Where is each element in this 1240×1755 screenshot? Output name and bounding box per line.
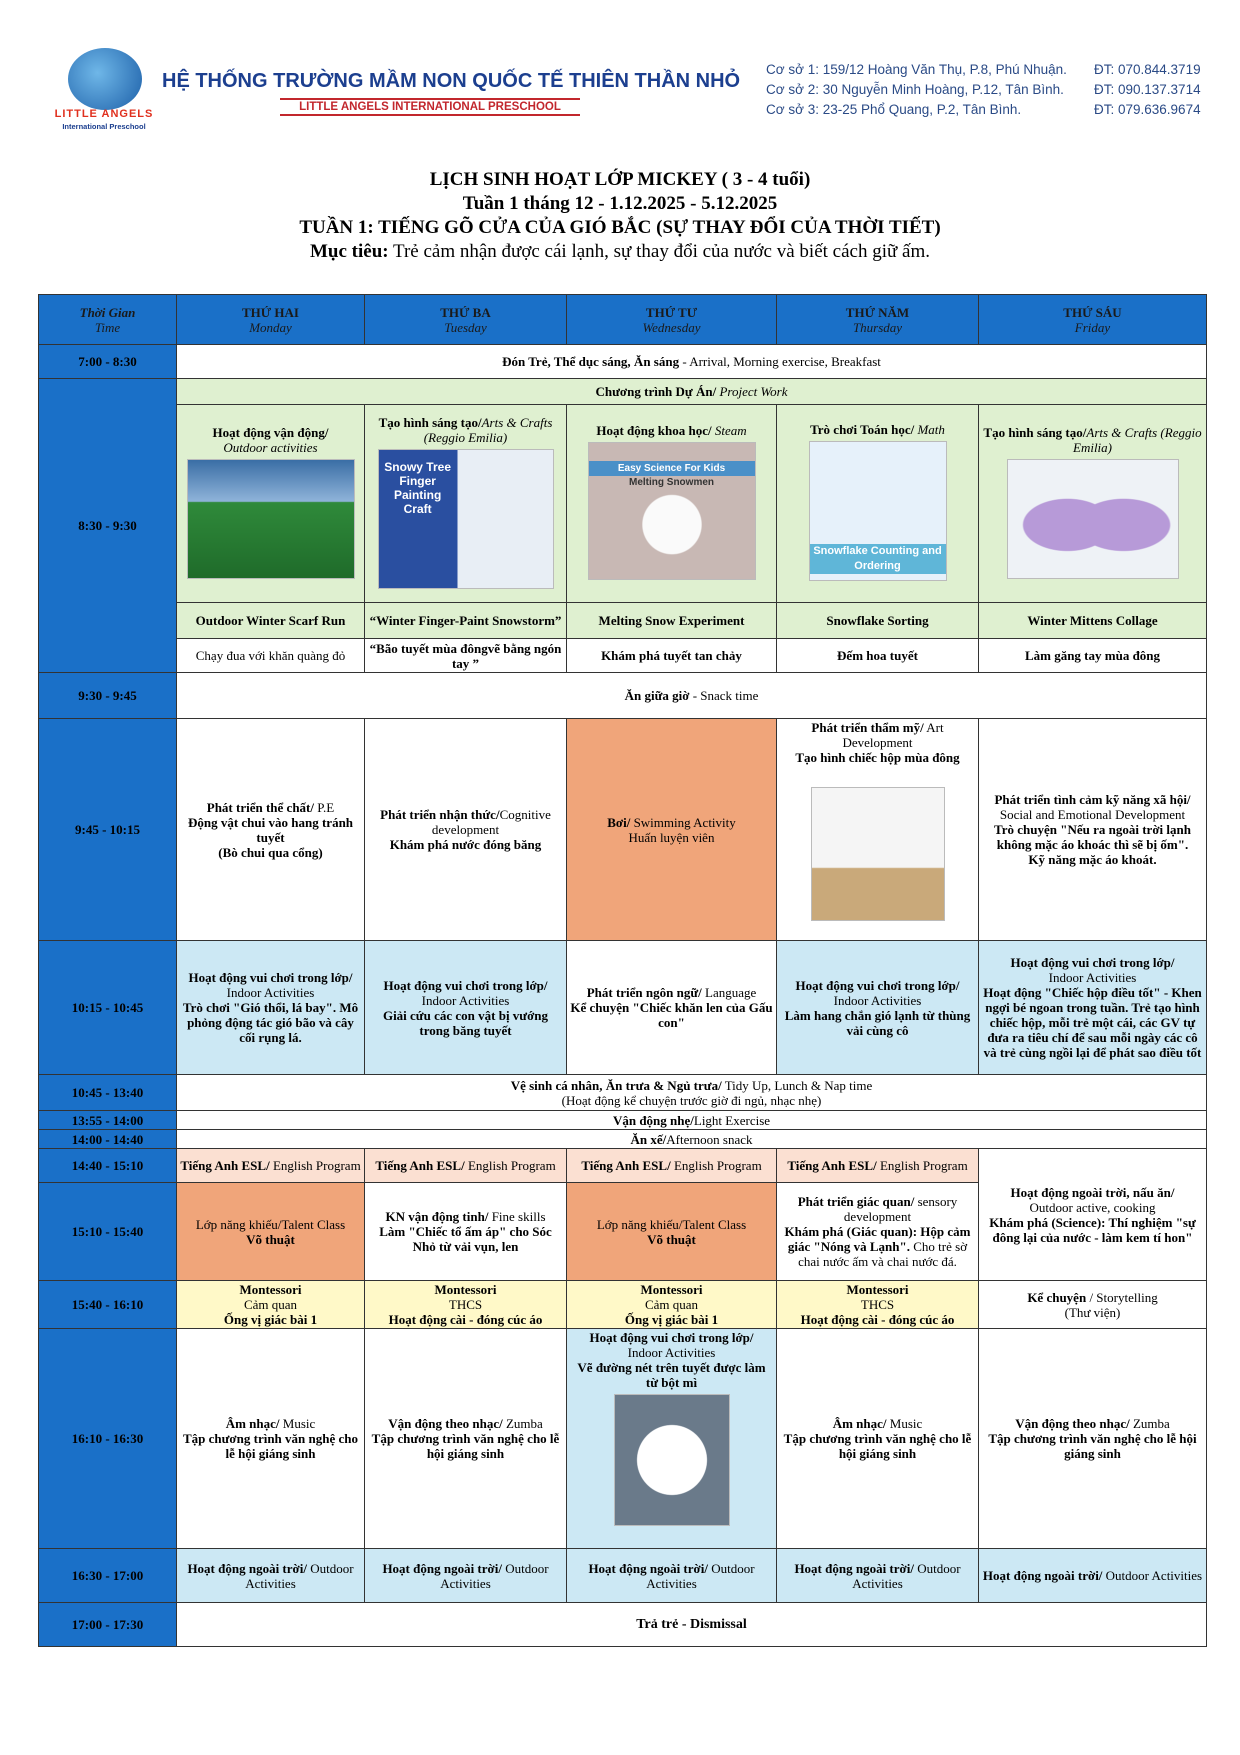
activity-title-thu: Snowflake Sorting — [777, 603, 979, 639]
logo-sub: International Preschool — [62, 122, 146, 131]
light-exercise-cell: Vận động nhẹ/Light Exercise — [177, 1111, 1207, 1130]
activity-vi-wed: Khám phá tuyết tan chảy — [567, 639, 777, 673]
activity-title-wed: Melting Snow Experiment — [567, 603, 777, 639]
activity-vi-mon: Chạy đua với khăn quàng đỏ — [177, 639, 365, 673]
table-row — [39, 1329, 1207, 1549]
time-cell: 15:10 - 15:40 — [39, 1183, 177, 1281]
school-name-en: LITTLE ANGELS INTERNATIONAL PRESCHOOL — [280, 98, 580, 116]
project-wed: Hoạt động khoa học/ Steam Easy Science For Kids Melting Snowmen — [567, 405, 777, 603]
table-row — [39, 1603, 1207, 1647]
esl-wed: Tiếng Anh ESL/ English Program — [567, 1149, 777, 1183]
r1540-thu: Montessori THCS Hoạt động cài - đóng cúc áo — [777, 1281, 979, 1329]
table-row — [39, 1149, 1207, 1183]
table-row — [39, 603, 1207, 639]
schedule-table — [38, 294, 1207, 1647]
activity-title-mon: Outdoor Winter Scarf Run — [177, 603, 365, 639]
col-wednesday: THỨ TƯ Wednesday — [567, 295, 777, 345]
activity-vi-thu: Đếm hoa tuyết — [777, 639, 979, 673]
project-thu: Trò chơi Toán học/ Math Snowflake Counting and Ordering — [777, 405, 979, 603]
time-cell: 8:30 - 9:30 — [39, 379, 177, 673]
r1610-tue: Vận động theo nhạc/ Zumba Tập chương trình văn nghệ cho lễ hội giáng sinh — [365, 1329, 567, 1549]
lunch-cell: Vệ sinh cá nhân, Ăn trưa & Ngủ trưa/ Tidy Up, Lunch & Nap time (Hoạt động kể chuyện trước giờ đi ngủ, nhạc nhẹ) — [177, 1075, 1207, 1111]
time-cell: 10:45 - 13:40 — [39, 1075, 177, 1111]
dismissal-cell: Trả trẻ - Dismissal — [177, 1603, 1207, 1647]
finger-paint-photo: Snowy Tree Finger Painting Craft — [378, 449, 554, 589]
project-work-cell: Chương trình Dự Án/ Project Work — [177, 379, 1207, 405]
esl-tue: Tiếng Anh ESL/ English Program — [365, 1149, 567, 1183]
outdoor-fri: Hoạt động ngoài trời/ Outdoor Activities — [979, 1549, 1207, 1603]
esl-mon: Tiếng Anh ESL/ English Program — [177, 1149, 365, 1183]
time-cell: 10:15 - 10:45 — [39, 941, 177, 1075]
campus-1-phone: ĐT: 070.844.3719 — [1094, 62, 1201, 77]
time-cell: 14:40 - 15:10 — [39, 1149, 177, 1183]
esl-thu: Tiếng Anh ESL/ English Program — [777, 1149, 979, 1183]
outdoor-mon: Hoạt động ngoài trời/ Outdoor Activities — [177, 1549, 365, 1603]
activity-vi-fri: Làm găng tay mùa đông — [979, 639, 1207, 673]
col-thursday: THỨ NĂM Thursday — [777, 295, 979, 345]
r945-tue: Phát triển nhận thức/Cognitive development Khám phá nước đóng băng — [365, 719, 567, 941]
goal-label: Mục tiêu: — [309, 241, 389, 262]
school-logo — [50, 40, 158, 130]
school-name: HỆ THỐNG TRƯỜNG MẦM NON QUỐC TẾ THIÊN THẦN NHỎ — [162, 70, 741, 92]
activity-title-tue: “Winter Finger-Paint Snowstorm” — [365, 603, 567, 639]
activity-title-fri: Winter Mittens Collage — [979, 603, 1207, 639]
logo-text: LITTLE ANGELS — [54, 108, 154, 120]
r1510-tue: KN vận động tinh/ Fine skills Làm "Chiếc tổ ấm áp" cho Sóc Nhỏ từ vải vụn, len — [365, 1183, 567, 1281]
table-row — [39, 345, 1207, 379]
r945-thu: Phát triển thẩm mỹ/ Art Development Tạo hình chiếc hộp mùa đông — [777, 719, 979, 941]
r1610-fri: Vận động theo nhạc/ Zumba Tập chương trình văn nghệ cho lễ hội giáng sinh — [979, 1329, 1207, 1549]
title-week: Tuần 1 tháng 12 - 1.12.2025 - 5.12.2025 — [462, 193, 778, 214]
r1540-wed: Montessori Cảm quan Ống vị giác bài 1 — [567, 1281, 777, 1329]
outdoor-activity-photo — [187, 459, 355, 579]
table-row — [39, 1549, 1207, 1603]
col-time: Thời Gian Time — [39, 295, 177, 345]
winter-box-photo — [811, 787, 945, 921]
r1610-wed: Hoạt động vui chơi trong lớp/ Indoor Activities Vẽ đường nét trên tuyết được làm từ bột mì — [567, 1329, 777, 1549]
snack-cell: Ăn giữa giờ - Snack time — [177, 673, 1207, 719]
header-row — [39, 295, 1207, 345]
table-row — [39, 1075, 1207, 1111]
campus-2-address: Cơ sở 2: 30 Nguyễn Minh Hoàng, P.12, Tân Bình. — [766, 82, 1064, 97]
r1540-tue: Montessori THCS Hoạt động cài - đóng cúc áo — [365, 1281, 567, 1329]
r1015-wed: Phát triển ngôn ngữ/ Language Kể chuyện "Chiếc khăn len của Gấu con" — [567, 941, 777, 1075]
outdoor-thu: Hoạt động ngoài trời/ Outdoor Activities — [777, 1549, 979, 1603]
col-friday: THỨ SÁU Friday — [979, 295, 1207, 345]
col-tuesday: THỨ BA Tuesday — [365, 295, 567, 345]
r945-fri: Phát triển tình cảm kỹ năng xã hội/ Social and Emotional Development Trò chuyện "Nếu ra ngoài trời lạnh không mặc áo khoác thì sẽ bị ốm". Kỹ năng mặc áo khoát. — [979, 719, 1207, 941]
table-row — [39, 673, 1207, 719]
title-class: LỊCH SINH HOẠT LỚP MICKEY ( 3 - 4 tuổi) — [429, 169, 811, 190]
arrival-cell: Đón Trẻ, Thể dục sáng, Ăn sáng - Arrival, Morning exercise, Breakfast — [177, 345, 1207, 379]
time-cell: 7:00 - 8:30 — [39, 345, 177, 379]
table-row — [39, 941, 1207, 1075]
time-cell: 16:10 - 16:30 — [39, 1329, 177, 1549]
r1510-mon: Lớp năng khiếu/Talent Class Võ thuật — [177, 1183, 365, 1281]
table-row — [39, 1130, 1207, 1149]
time-cell: 9:45 - 10:15 — [39, 719, 177, 941]
table-row — [39, 639, 1207, 673]
time-cell: 16:30 - 17:00 — [39, 1549, 177, 1603]
activity-vi-tue: “Bão tuyết mùa đôngvẽ bằng ngón tay ” — [365, 639, 567, 673]
outdoor-wed: Hoạt động ngoài trời/ Outdoor Activities — [567, 1549, 777, 1603]
time-cell: 14:00 - 14:40 — [39, 1130, 177, 1149]
r1015-fri: Hoạt động vui chơi trong lớp/ Indoor Activities Hoạt động "Chiếc hộp điều tốt" - Khen ngợi bé ngoan trong tuần. Trẻ tạo hình chiếc hộp, mỗi trẻ một cái, các GV tự đưa ra tiêu chí để sau mỗi ngày các cô và trẻ cùng ngồi lại để phát sao điều tốt — [979, 941, 1207, 1075]
r1540-mon: Montessori Cảm quan Ống vị giác bài 1 — [177, 1281, 365, 1329]
table-row — [39, 1281, 1207, 1329]
r1540-fri: Kể chuyện / Storytelling (Thư viện) — [979, 1281, 1207, 1329]
campus-3-phone: ĐT: 079.636.9674 — [1094, 102, 1201, 117]
title-theme: TUẦN 1: TIẾNG GÕ CỬA CỦA GIÓ BẮC (SỰ THAY ĐỔI CỦA THỜI TIẾT) — [299, 217, 941, 238]
flour-snow-photo — [614, 1394, 730, 1526]
time-cell: 15:40 - 16:10 — [39, 1281, 177, 1329]
r945-mon: Phát triển thể chất/ P.E Động vật chui vào hang tránh tuyết (Bò chui qua cổng) — [177, 719, 365, 941]
goal-text: Trẻ cảm nhận được cái lạnh, sự thay đổi của nước và biết cách giữ ấm. — [388, 241, 931, 262]
r1610-thu: Âm nhạc/ Music Tập chương trình văn nghệ cho lễ hội giáng sinh — [777, 1329, 979, 1549]
r1015-thu: Hoạt động vui chơi trong lớp/ Indoor Activities Làm hang chắn gió lạnh từ thùng vải cùng cô — [777, 941, 979, 1075]
project-mon: Hoạt động vận động/ Outdoor activities — [177, 405, 365, 603]
project-fri: Tạo hình sáng tạo/Arts & Crafts (Reggio Emilia) — [979, 405, 1207, 603]
r945-wed: Bơi/ Swimming Activity Huấn luyện viên — [567, 719, 777, 941]
col-monday: THỨ HAI Monday — [177, 295, 365, 345]
r1510-wed: Lớp năng khiếu/Talent Class Võ thuật — [567, 1183, 777, 1281]
r1510-fri: Hoạt động ngoài trời, nấu ăn/ Outdoor active, cooking Khám phá (Science): Thí nghiệm "sự đông lại của nước - làm kem tí hon" — [979, 1149, 1207, 1281]
r1510-thu: Phát triển giác quan/ sensory development Khám phá (Giác quan): Hộp cảm giác "Nóng và Lạnh". Cho trẻ sờ chai nước ấm và chai nước đá. — [777, 1183, 979, 1281]
r1015-mon: Hoạt động vui chơi trong lớp/ Indoor Activities Trò chơi "Gió thổi, lá bay". Mô phỏng động tác gió bão và cây cối rụng lá. — [177, 941, 365, 1075]
melting-snow-photo: Easy Science For Kids Melting Snowmen — [588, 442, 756, 580]
campus-1-address: Cơ sở 1: 159/12 Hoàng Văn Thụ, P.8, Phú Nhuận. — [766, 62, 1067, 77]
mittens-collage-photo — [1007, 459, 1179, 579]
campus-3-address: Cơ sở 3: 23-25 Phổ Quang, P.2, Tân Bình. — [766, 102, 1022, 117]
afternoon-snack-cell: Ăn xế/Afternoon snack — [177, 1130, 1207, 1149]
snowflake-sorting-photo: Snowflake Counting and Ordering — [809, 441, 947, 581]
goal — [0, 240, 1240, 264]
table-row — [39, 1111, 1207, 1130]
r1015-tue: Hoạt động vui chơi trong lớp/ Indoor Activities Giải cứu các con vật bị vướng trong băng tuyết — [365, 941, 567, 1075]
table-row — [39, 379, 1207, 405]
time-cell: 13:55 - 14:00 — [39, 1111, 177, 1130]
schedule-titles — [0, 168, 1240, 264]
globe-icon — [68, 48, 142, 110]
r1610-mon: Âm nhạc/ Music Tập chương trình văn nghệ cho lễ hội giáng sinh — [177, 1329, 365, 1549]
time-cell: 9:30 - 9:45 — [39, 673, 177, 719]
outdoor-tue: Hoạt động ngoài trời/ Outdoor Activities — [365, 1549, 567, 1603]
table-row — [39, 719, 1207, 941]
time-cell: 17:00 - 17:30 — [39, 1603, 177, 1647]
table-row — [39, 405, 1207, 603]
campus-2-phone: ĐT: 090.137.3714 — [1094, 82, 1201, 97]
project-tue: Tạo hình sáng tạo/Arts & Crafts (Reggio Emilia) Snowy Tree Finger Painting Craft — [365, 405, 567, 603]
